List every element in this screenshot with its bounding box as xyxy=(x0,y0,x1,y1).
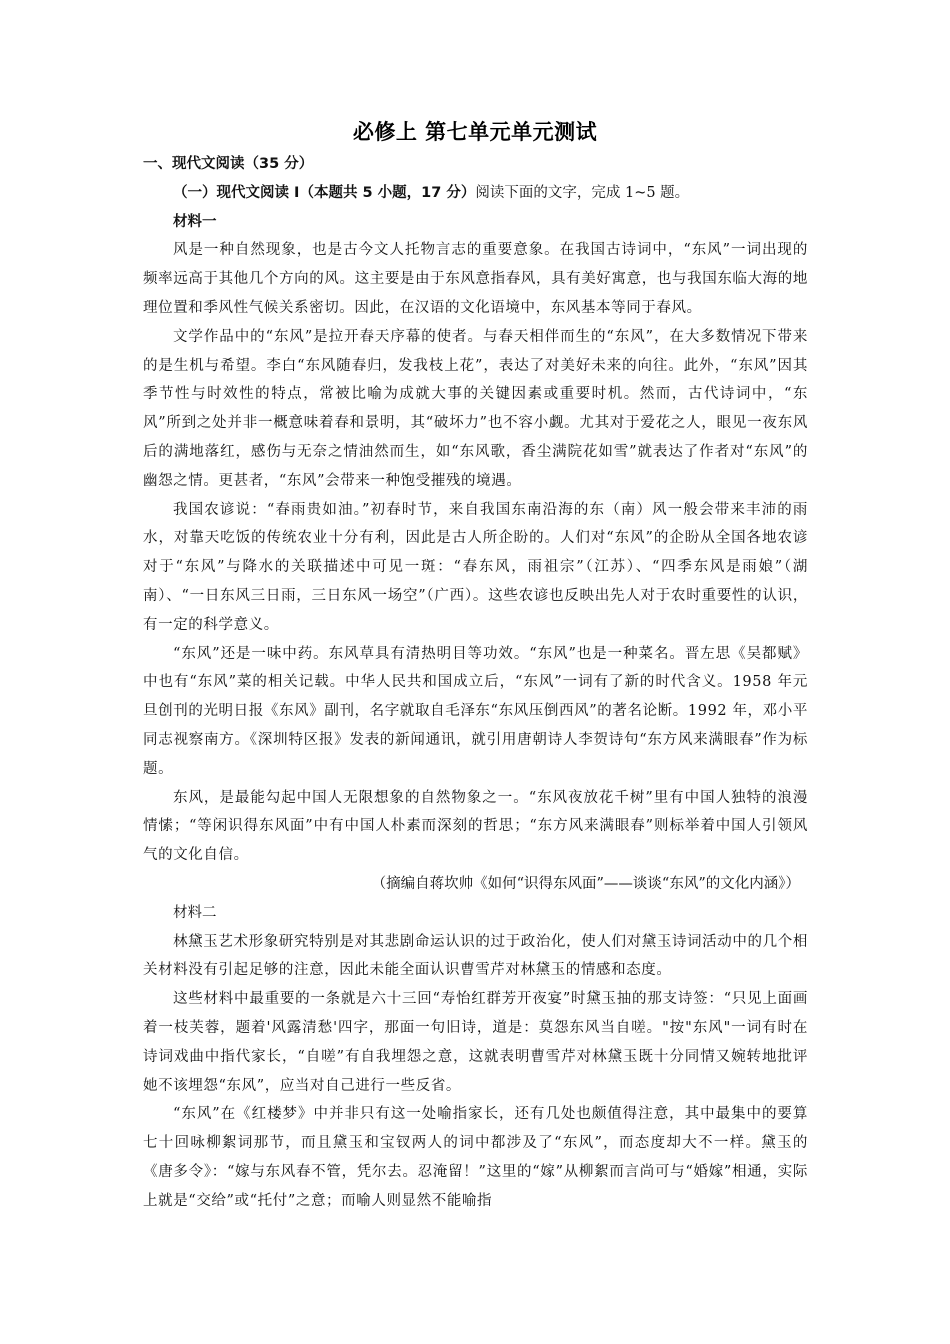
document-body xyxy=(143,150,808,1215)
material1-paragraph: 风是一种自然现象，也是古今文人托物言志的重要意象。在我国古诗词中，“东风”一词出现的频率远高于其他几个方向的风。这主要是由于东风意指春风，具有美好寓意，也与我国东临大海的地理位置和季风性气候关系密切。因此，在汉语的文化语境中，东风基本等同于春风。 xyxy=(143,242,808,316)
material2-paragraph: “东风”在《红楼梦》中并非只有这一处喻指家长，还有几处也颇值得注意，其中最集中的要算七十回咏柳絮词那节，而且黛玉和宝钗两人的词中都涉及了“东风”，而态度却大不一样。黛玉的《唐多令》：“嫁与东风春不管，凭尔去。忍淹留！”这里的“嫁”从柳絮而言尚可与“婚嫁”相通，实际上就是“交给”或“托付”之意；而喻人则显然不能喻指 xyxy=(143,1106,808,1209)
material1-source: （摘编自蒋坎帅《如何“识得东风面”——谈谈“东风”的文化内涵》） xyxy=(371,875,800,892)
material1-paragraph: 文学作品中的“东风”是拉开春天序幕的使者。与春天相伴而生的“东风”，在大多数情况下带来的是生机与希望。李白“东风随春归，发我枝上花”，表达了对美好未来的向往。此外，“东风”因其季节性与时效性的特点，常被比喻为成就大事的关键因素或重要时机。然而，古代诗词中，“东风”所到之处并非一概意味着春和景明，其“破坏力”也不容小觑。尤其对于爱花之人，眼见一夜东风后的满地落红，感伤与无奈之情油然而生，如“东风歌，香尘满院花如雪”就表达了作者对“东风”的幽怨之情。更甚者，“东风”会带来一种饱受摧残的境遇。 xyxy=(143,328,808,489)
part-heading-bold: （一）现代文阅读 I（本题共 5 小题，17 分） xyxy=(173,184,476,201)
material2-paragraph: 这些材料中最重要的一条就是六十三回“寿怡红群芳开夜宴”时黛玉抽的那支诗签：“只见上面画着一枝芙蓉，题着'风露清愁'四字，那面一句旧诗，道是：莫怨东风当自嗟。"按"东风"一词有时在诗词戏曲中指代家长，“自嗟”有自我埋怨之意，这就表明曹雪芹对林黛玉既十分同情又婉转地批评她不该埋怨“东风”，应当对自己进行一些反省。 xyxy=(143,991,808,1094)
material1-label: 材料一 xyxy=(173,213,217,230)
material2-label: 材料二 xyxy=(173,904,217,921)
material1-paragraph: 我国农谚说：“春雨贵如油。”初春时节，来自我国东南沿海的东（南）风一般会带来丰沛的雨水，对靠天吃饭的传统农业十分有利，因此是古人所企盼的。人们对“东风”的企盼从全国各地农谚对于“东风”与降水的关联描述中可见一斑：“春东风，雨祖宗”（江苏）、“四季东风是雨娘”（湖南）、“一日东风三日雨，三日东风一场空”（广西）。这些农谚也反映出先人对于农时重要性的认识，有一定的科学意义。 xyxy=(143,501,808,633)
material1-paragraph: 东风，是最能勾起中国人无限想象的自然物象之一。“东风夜放花千树”里有中国人独特的浪漫情愫；“等闲识得东风面”中有中国人朴素而深刻的哲思；“东方风来满眼春”则标举着中国人引领风气的文化自信。 xyxy=(143,789,808,864)
document-title: 必修上 第七单元单元测试 xyxy=(352,120,598,144)
part-heading xyxy=(143,179,808,208)
material2-paragraph: 林黛玉艺术形象研究特别是对其悲剧命运认识的过于政治化，使人们对黛玉诗词活动中的几个相关材料没有引起足够的注意，因此未能全面认识曹雪芹对林黛玉的情感和态度。 xyxy=(143,933,808,979)
section-heading: 一、现代文阅读（35 分） xyxy=(143,156,314,172)
material1-paragraph: “东风”还是一味中药。东风草具有清热明目等功效。“东风”也是一种菜名。晋左思《吴都赋》中也有“东风”菜的相关记载。中华人民共和国成立后，“东风”一词有了新的时代含义。1958 年元旦创刊的光明日报《东风》副刊，名字就取自毛泽东“东风压倒西风”的著名论断。1992 年，邓小平同志视察南方。《深圳特区报》发表的新闻通讯，就引用唐朝诗人李贺诗句“东方风来满眼春”作为标题。 xyxy=(143,645,808,777)
part-heading-instruction: 阅读下面的文字，完成 1~5 题。 xyxy=(475,184,690,201)
